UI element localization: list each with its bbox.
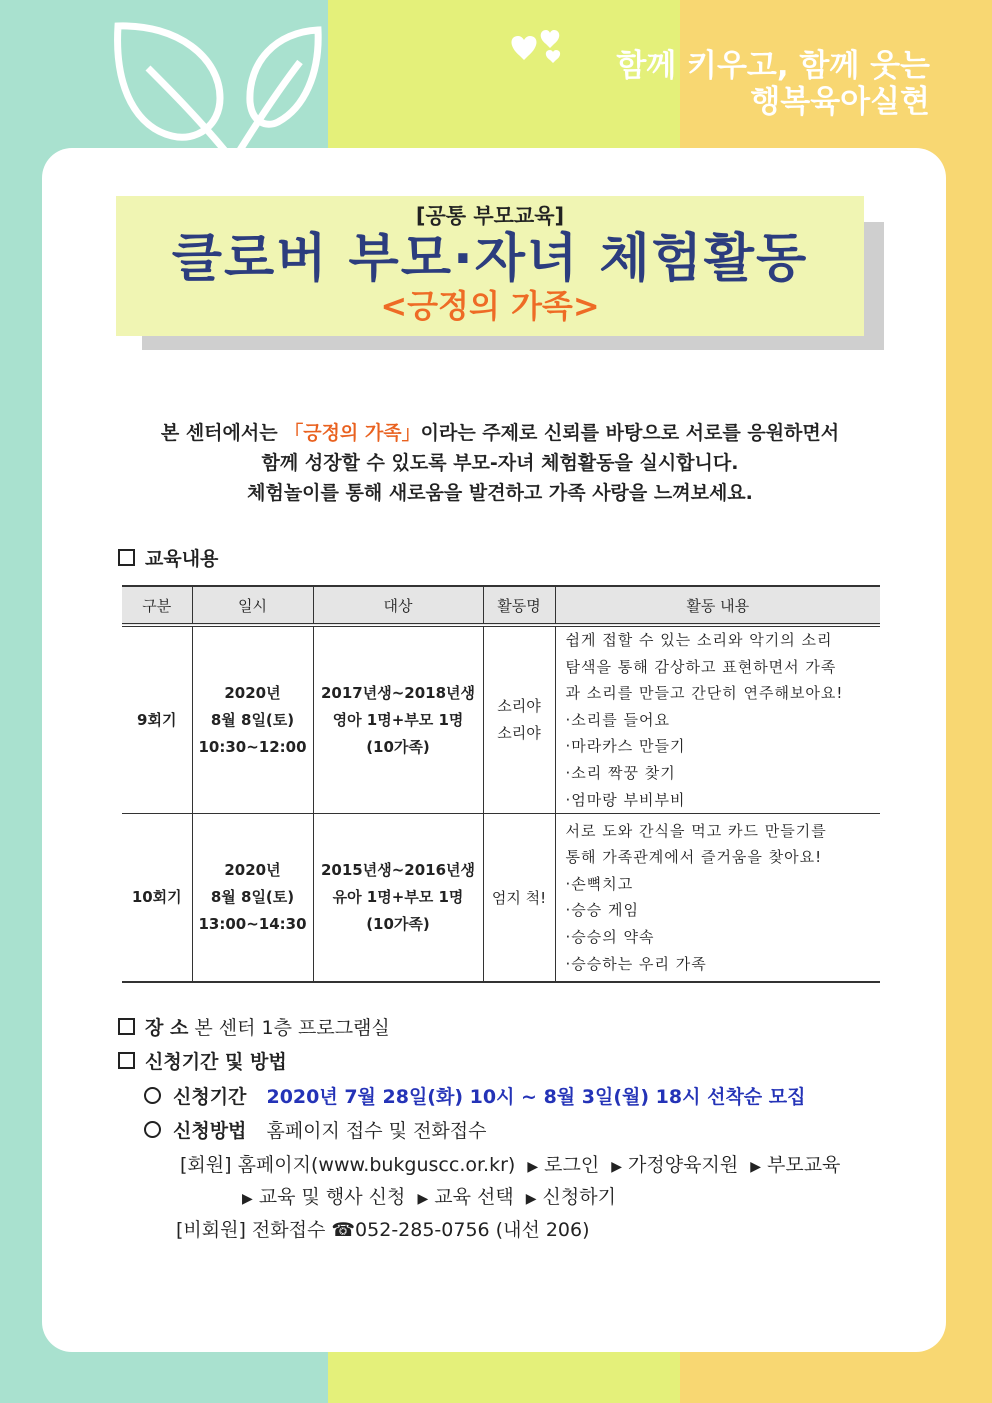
page-title: 클로버 부모·자녀 체험활동	[171, 229, 809, 289]
member-path: [회원] 홈페이지(www.bukguscc.or.kr) ▶ 로그인 ▶ 가정양육지원 ▶ 부모교육	[180, 1154, 841, 1176]
arrow-right-icon: ▶	[750, 1159, 761, 1175]
slogan	[616, 48, 930, 120]
apply-method	[144, 1116, 486, 1143]
arrow-right-icon: ▶	[525, 1191, 537, 1207]
place-label: 장 소	[145, 1017, 189, 1039]
title-box	[116, 196, 864, 336]
slogan-line2: 행복육아실현	[750, 84, 930, 120]
member-prefix: [회원] 홈페이지(www.bukguscc.or.kr)	[180, 1154, 516, 1176]
intro-line2: 함께 성장할 수 있도록 부모-자녀 체험활동을 실시합니다.	[261, 452, 739, 474]
schedule-table	[122, 585, 880, 983]
cell-date: 2020년 8월 8일(토) 13:00~14:30	[192, 814, 313, 982]
cell-target: 2015년생~2016년생 유아 1명+부모 1명 (10가족)	[313, 814, 483, 982]
section-content-heading: 교육내용	[118, 544, 218, 571]
member-path-2: ▶ 교육 및 행사 신청 ▶ 교육 선택 ▶ 신청하기	[242, 1186, 616, 1208]
intro-line1-pre: 본 센터에서는	[160, 422, 285, 444]
checkbox-square-icon	[118, 549, 135, 566]
method-value: 홈페이지 접수 및 전화접수	[266, 1120, 487, 1142]
slogan-line1: 함께 키우고, 함께 웃는	[616, 48, 930, 84]
place-value: 본 센터 1층 프로그램실	[194, 1017, 390, 1039]
intro-line1-post: 이라는 주제로 신뢰를 바탕으로 서로를 응원하면서	[420, 422, 840, 444]
header-date: 일시	[192, 586, 313, 625]
apply-heading: 신청기간 및 방법	[118, 1047, 287, 1074]
method-label: 신청방법	[173, 1120, 247, 1142]
intro-line3: 체험놀이를 통해 새로움을 발견하고 가족 사랑을 느껴보세요.	[247, 482, 753, 504]
header-session: 구분	[122, 586, 192, 625]
cell-content: 서로 도와 간식을 먹고 카드 만들기를 통해 가족관계에서 즐거움을 찾아요! ·손뼉치고 ·승승 게임 ·승승의 약속 ·승승하는 우리 가족	[555, 814, 880, 982]
checkbox-square-icon	[118, 1052, 135, 1069]
cell-session: 10회기	[122, 814, 192, 982]
hearts-icon	[508, 26, 568, 68]
cell-target: 2017년생~2018년생 영아 1명+부모 1명 (10가족)	[313, 625, 483, 814]
checkbox-square-icon	[118, 1018, 135, 1035]
title-theme: <긍정의 가족>	[380, 287, 600, 325]
arrow-right-icon: ▶	[527, 1159, 539, 1175]
intro-text	[100, 418, 900, 508]
cell-activity: 소리야 소리야	[483, 625, 555, 814]
title-category: [공통 부모교육]	[415, 204, 565, 228]
period-value: 2020년 7월 28일(화) 10시 ~ 8월 3일(월) 18시 선착순 모집	[266, 1086, 806, 1108]
period-label: 신청기간	[173, 1086, 247, 1108]
arrow-right-icon: ▶	[242, 1191, 253, 1207]
table-row	[122, 625, 880, 814]
header-target: 대상	[313, 586, 483, 625]
circle-bullet-icon	[144, 1121, 161, 1138]
header-activity: 활동명	[483, 586, 555, 625]
leaves-icon	[108, 18, 328, 153]
circle-bullet-icon	[144, 1087, 161, 1104]
cell-session: 9회기	[122, 625, 192, 814]
header-content: 활동 내용	[555, 586, 880, 625]
arrow-right-icon: ▶	[417, 1191, 429, 1207]
cell-date: 2020년 8월 8일(토) 10:30~12:00	[192, 625, 313, 814]
place-line	[118, 1013, 390, 1040]
arrow-right-icon: ▶	[611, 1159, 623, 1175]
cell-activity: 엄지 척!	[483, 814, 555, 982]
nonmember-line: [비회원] 전화접수 ☎052-285-0756 (내선 206)	[176, 1219, 590, 1241]
apply-period	[144, 1082, 805, 1109]
table-header-row	[122, 586, 880, 625]
table-row	[122, 814, 880, 982]
cell-content: 쉽게 접할 수 있는 소리와 악기의 소리 탐색을 통해 감상하고 표현하면서 가족 과 소리를 만들고 간단히 연주해보아요! ·소리를 들어요 ·마라카스 만들기 ·소리 짝꿍 찾기 ·엄마랑 부비부비	[555, 625, 880, 814]
intro-highlight: 「긍정의 가족」	[284, 422, 421, 444]
